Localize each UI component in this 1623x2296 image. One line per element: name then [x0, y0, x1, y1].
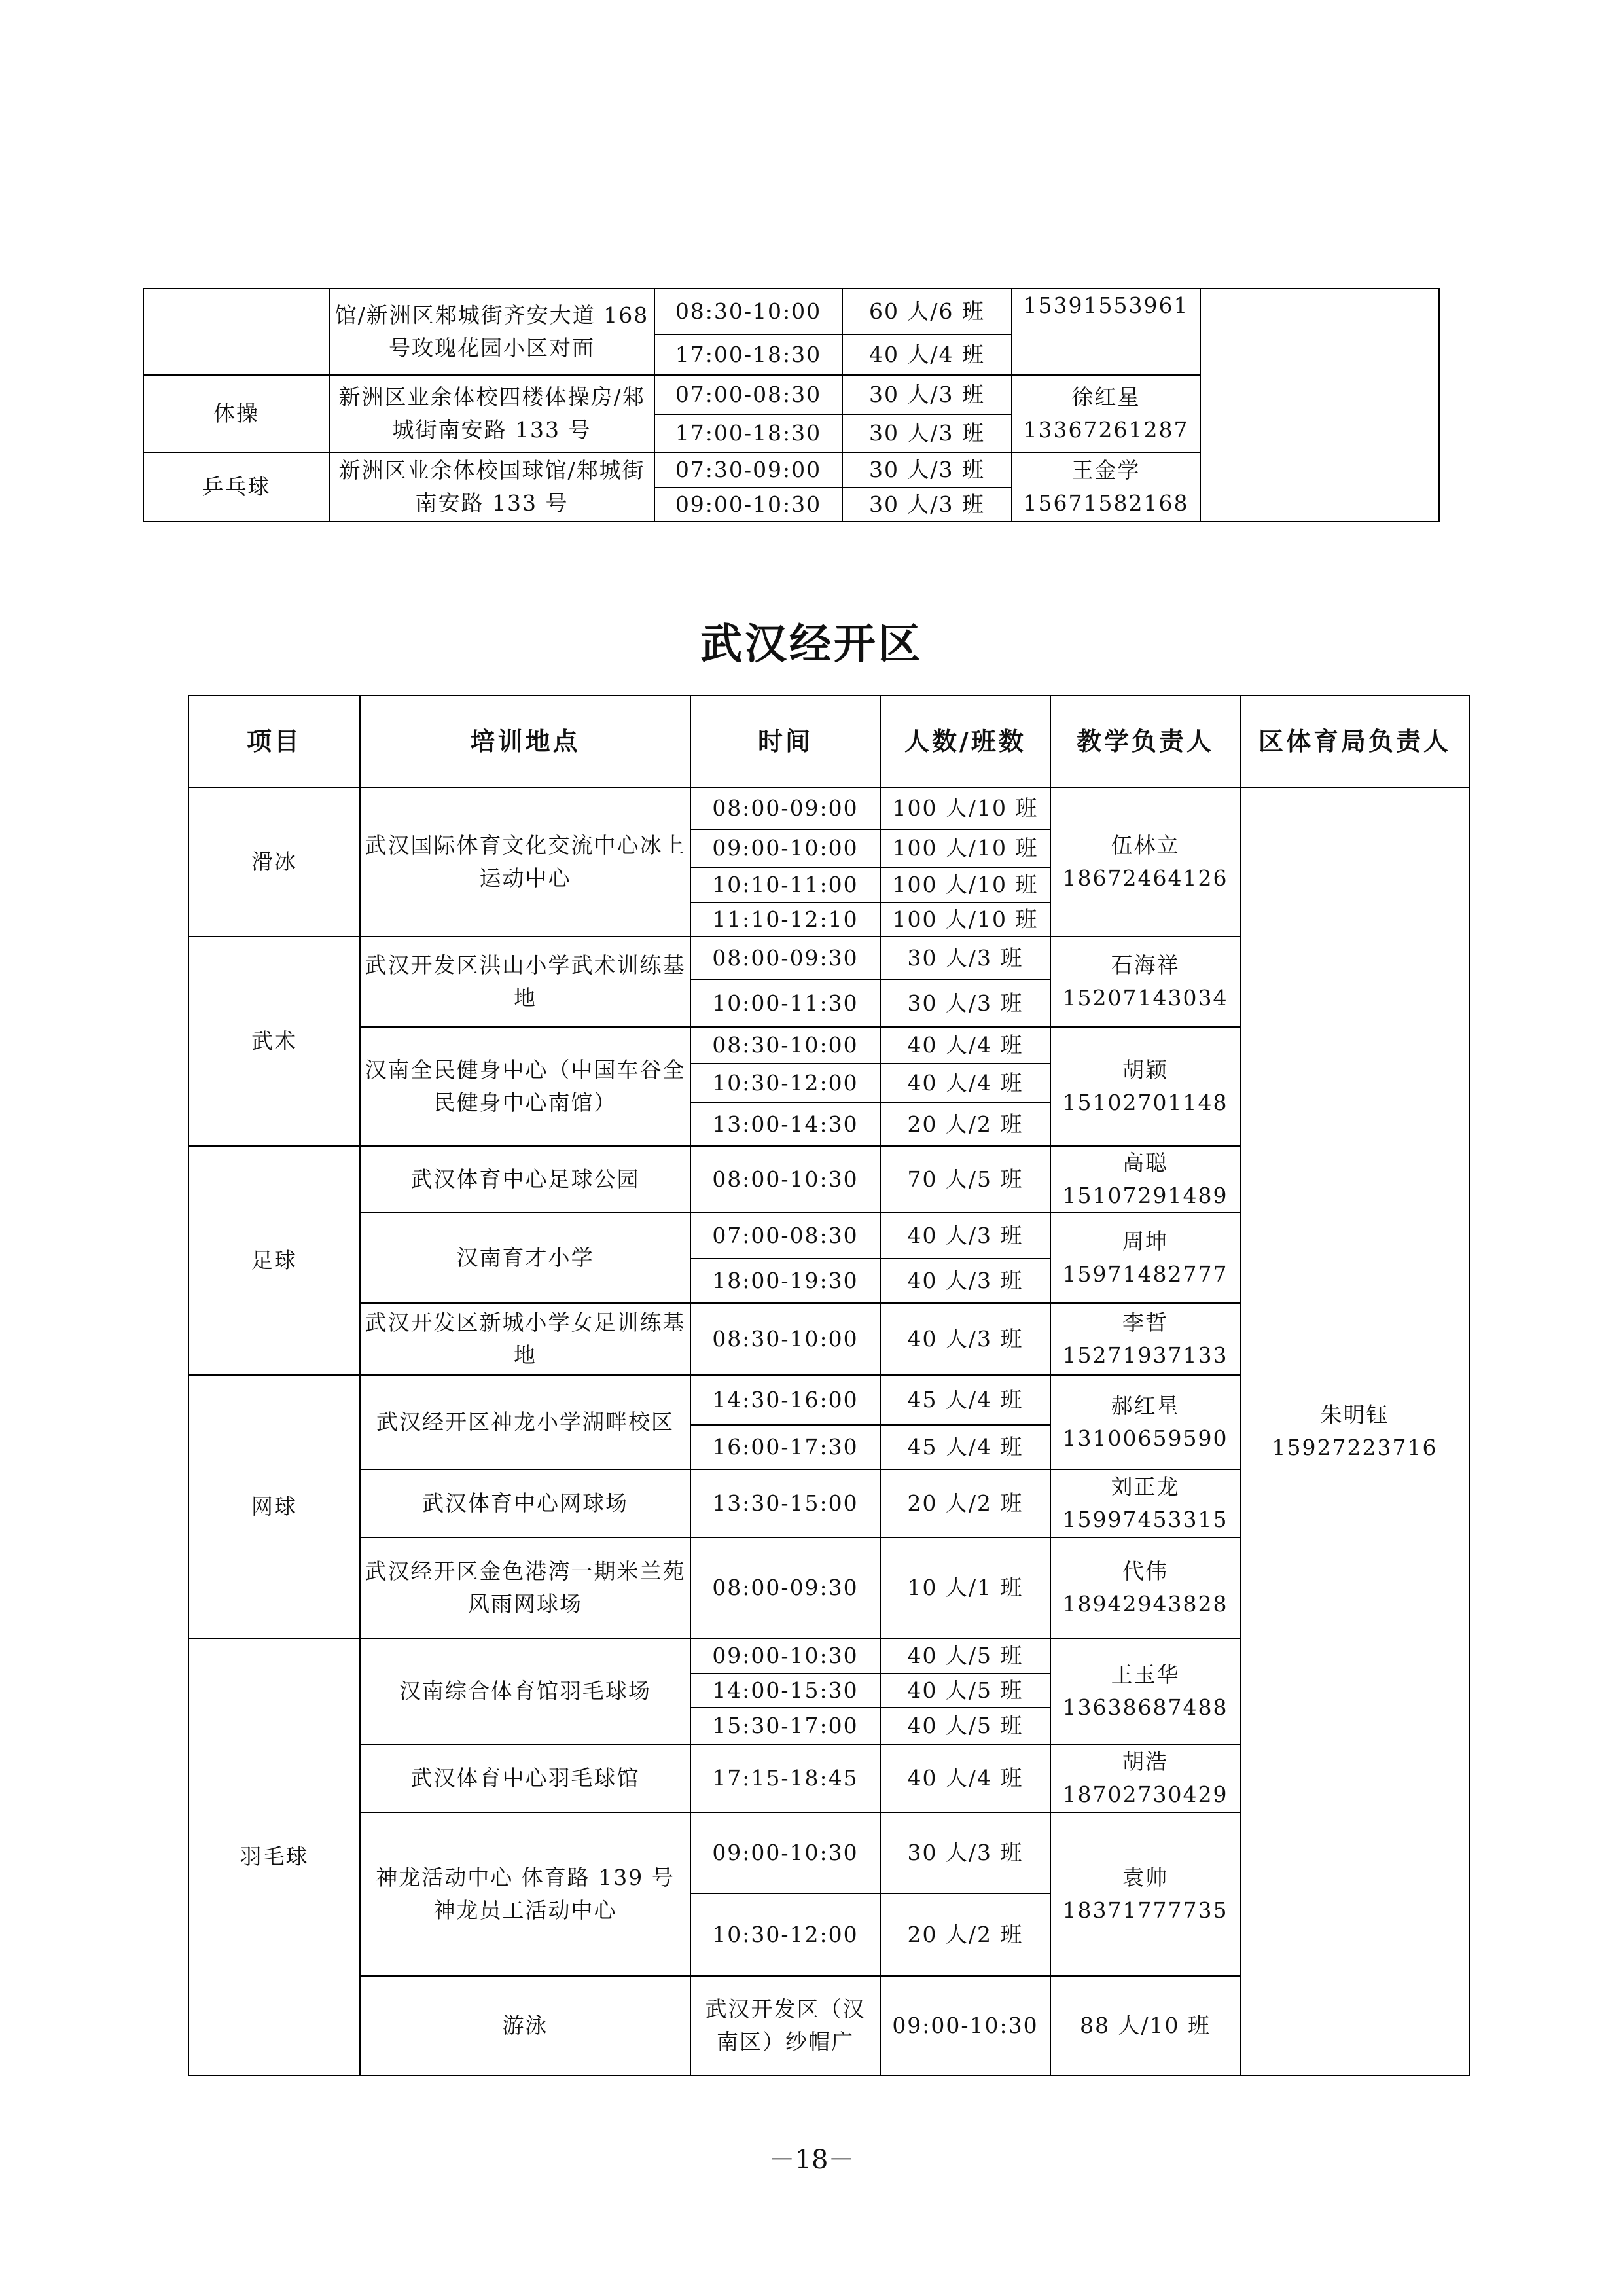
time-cell: 08:30-10:00 — [690, 1303, 880, 1375]
sport-cell: 乒乓球 — [143, 452, 329, 522]
capacity-cell: 40 人/5 班 — [880, 1638, 1050, 1674]
sport-cell: 足球 — [188, 1146, 360, 1375]
header-coach: 教学负责人 — [1050, 696, 1240, 787]
capacity-cell: 30 人/3 班 — [842, 414, 1012, 452]
capacity-cell: 45 人/4 班 — [880, 1375, 1050, 1425]
venue-cell: 武汉开发区洪山小学武术训练基地 — [360, 937, 690, 1027]
time-cell: 10:10-11:00 — [690, 867, 880, 903]
capacity-cell: 40 人/3 班 — [880, 1259, 1050, 1303]
capacity-cell: 30 人/3 班 — [842, 488, 1012, 522]
time-cell: 08:30-10:00 — [654, 289, 842, 334]
capacity-cell: 40 人/4 班 — [880, 1027, 1050, 1064]
venue-cell: 武汉经开区神龙小学湖畔校区 — [360, 1375, 690, 1469]
coach-cell: 周坤 15971482777 — [1050, 1213, 1240, 1303]
capacity-cell: 30 人/3 班 — [880, 1812, 1050, 1893]
capacity-cell: 40 人/4 班 — [880, 1064, 1050, 1103]
capacity-cell: 40 人/5 班 — [880, 1674, 1050, 1708]
time-cell: 15:30-17:00 — [690, 1708, 880, 1744]
time-cell: 17:15-18:45 — [690, 1744, 880, 1812]
capacity-cell: 30 人/3 班 — [880, 937, 1050, 980]
time-cell: 13:00-14:30 — [690, 1103, 880, 1146]
capacity-cell: 20 人/2 班 — [880, 1893, 1050, 1976]
time-cell: 10:30-12:00 — [690, 1064, 880, 1103]
capacity-cell: 88 人/10 班 — [1050, 1976, 1240, 2075]
time-cell: 08:00-09:30 — [690, 937, 880, 980]
sport-cell: 游泳 — [360, 1976, 690, 2075]
time-cell: 10:30-12:00 — [690, 1893, 880, 1976]
capacity-cell: 40 人/5 班 — [880, 1708, 1050, 1744]
page-number: －18－ — [768, 2145, 855, 2175]
venue-cell: 武汉开发区（汉南区）纱帽广 — [690, 1976, 880, 2075]
section-title: 武汉经开区 — [700, 620, 923, 669]
capacity-cell: 60 人/6 班 — [842, 289, 1012, 334]
venue-cell: 武汉开发区新城小学女足训练基地 — [360, 1303, 690, 1375]
continued-schedule-table — [143, 288, 1440, 522]
capacity-cell: 40 人/4 班 — [842, 334, 1012, 375]
time-cell: 09:00-10:00 — [690, 829, 880, 867]
schedule-table — [188, 695, 1470, 2076]
coach-cell: 郝红星 13100659590 — [1050, 1375, 1240, 1469]
capacity-cell: 20 人/2 班 — [880, 1103, 1050, 1146]
capacity-cell: 20 人/2 班 — [880, 1469, 1050, 1537]
time-cell: 08:30-10:00 — [690, 1027, 880, 1064]
header-capacity: 人数/班数 — [880, 696, 1050, 787]
coach-cell: 王玉华 13638687488 — [1050, 1638, 1240, 1744]
sport-cell — [143, 289, 329, 375]
sport-cell: 网球 — [188, 1375, 360, 1638]
time-cell: 07:00-08:30 — [654, 375, 842, 414]
coach-cell: 高聪 15107291489 — [1050, 1146, 1240, 1213]
time-cell: 08:00-09:00 — [690, 787, 880, 829]
capacity-cell: 45 人/4 班 — [880, 1425, 1050, 1469]
capacity-cell: 100 人/10 班 — [880, 829, 1050, 867]
time-cell: 08:00-10:30 — [690, 1146, 880, 1213]
header-sport: 项目 — [188, 696, 360, 787]
venue-cell: 新洲区业余体校四楼体操房/邾城街南安路 133 号 — [329, 375, 654, 452]
time-cell: 14:00-15:30 — [690, 1674, 880, 1708]
venue-cell: 汉南综合体育馆羽毛球场 — [360, 1638, 690, 1744]
time-cell: 13:30-15:00 — [690, 1469, 880, 1537]
sport-cell: 羽毛球 — [188, 1638, 360, 2075]
capacity-cell: 30 人/3 班 — [842, 375, 1012, 414]
venue-cell: 汉南育才小学 — [360, 1213, 690, 1303]
sport-cell: 滑冰 — [188, 787, 360, 937]
district-contact-cell — [1200, 289, 1439, 522]
capacity-cell: 10 人/1 班 — [880, 1537, 1050, 1638]
venue-cell: 武汉体育中心网球场 — [360, 1469, 690, 1537]
time-cell: 09:00-10:30 — [690, 1638, 880, 1674]
header-venue: 培训地点 — [360, 696, 690, 787]
capacity-cell: 40 人/3 班 — [880, 1213, 1050, 1259]
coach-cell: 王金学 15671582168 — [1012, 452, 1200, 522]
header-district-contact: 区体育局负责人 — [1240, 696, 1469, 787]
capacity-cell: 40 人/4 班 — [880, 1744, 1050, 1812]
time-cell: 16:00-17:30 — [690, 1425, 880, 1469]
venue-cell: 武汉体育中心羽毛球馆 — [360, 1744, 690, 1812]
venue-cell: 武汉国际体育文化交流中心冰上运动中心 — [360, 787, 690, 937]
time-cell: 08:00-09:30 — [690, 1537, 880, 1638]
time-cell: 09:00-10:30 — [690, 1812, 880, 1893]
time-cell: 07:00-08:30 — [690, 1213, 880, 1259]
venue-cell: 新洲区业余体校国球馆/邾城街南安路 133 号 — [329, 452, 654, 522]
coach-cell: 李哲 15271937133 — [1050, 1303, 1240, 1375]
time-cell: 09:00-10:30 — [880, 1976, 1050, 2075]
capacity-cell: 40 人/3 班 — [880, 1303, 1050, 1375]
capacity-cell: 100 人/10 班 — [880, 787, 1050, 829]
venue-cell: 神龙活动中心 体育路 139 号神龙员工活动中心 — [360, 1812, 690, 1976]
time-cell: 14:30-16:00 — [690, 1375, 880, 1425]
time-cell: 17:00-18:30 — [654, 414, 842, 452]
coach-cell: 代伟 18942943828 — [1050, 1537, 1240, 1638]
capacity-cell: 100 人/10 班 — [880, 867, 1050, 903]
sport-cell: 体操 — [143, 375, 329, 452]
sport-cell: 武术 — [188, 937, 360, 1146]
capacity-cell: 30 人/3 班 — [880, 980, 1050, 1027]
venue-cell: 汉南全民健身中心（中国车谷全民健身中心南馆） — [360, 1027, 690, 1146]
time-cell: 10:00-11:30 — [690, 980, 880, 1027]
venue-cell: 武汉经开区金色港湾一期米兰苑 风雨网球场 — [360, 1537, 690, 1638]
time-cell: 17:00-18:30 — [654, 334, 842, 375]
coach-cell: 15391553961 — [1012, 289, 1200, 375]
venue-cell: 馆/新洲区邾城街齐安大道 168 号玫瑰花园小区对面 — [329, 289, 654, 375]
coach-cell: 石海祥 15207143034 — [1050, 937, 1240, 1027]
coach-cell: 袁帅 18371777735 — [1050, 1812, 1240, 1976]
district-contact-cell: 朱明钰 15927223716 — [1240, 787, 1469, 2075]
time-cell: 07:30-09:00 — [654, 452, 842, 488]
coach-cell: 徐红星 13367261287 — [1012, 375, 1200, 452]
capacity-cell: 30 人/3 班 — [842, 452, 1012, 488]
capacity-cell: 70 人/5 班 — [880, 1146, 1050, 1213]
venue-cell: 武汉体育中心足球公园 — [360, 1146, 690, 1213]
coach-cell: 刘正龙 15997453315 — [1050, 1469, 1240, 1537]
time-cell: 18:00-19:30 — [690, 1259, 880, 1303]
time-cell: 09:00-10:30 — [654, 488, 842, 522]
coach-cell: 胡颖 15102701148 — [1050, 1027, 1240, 1146]
capacity-cell: 100 人/10 班 — [880, 903, 1050, 937]
time-cell: 11:10-12:10 — [690, 903, 880, 937]
coach-cell: 胡浩 18702730429 — [1050, 1744, 1240, 1812]
header-time: 时间 — [690, 696, 880, 787]
coach-cell: 伍林立 18672464126 — [1050, 787, 1240, 937]
